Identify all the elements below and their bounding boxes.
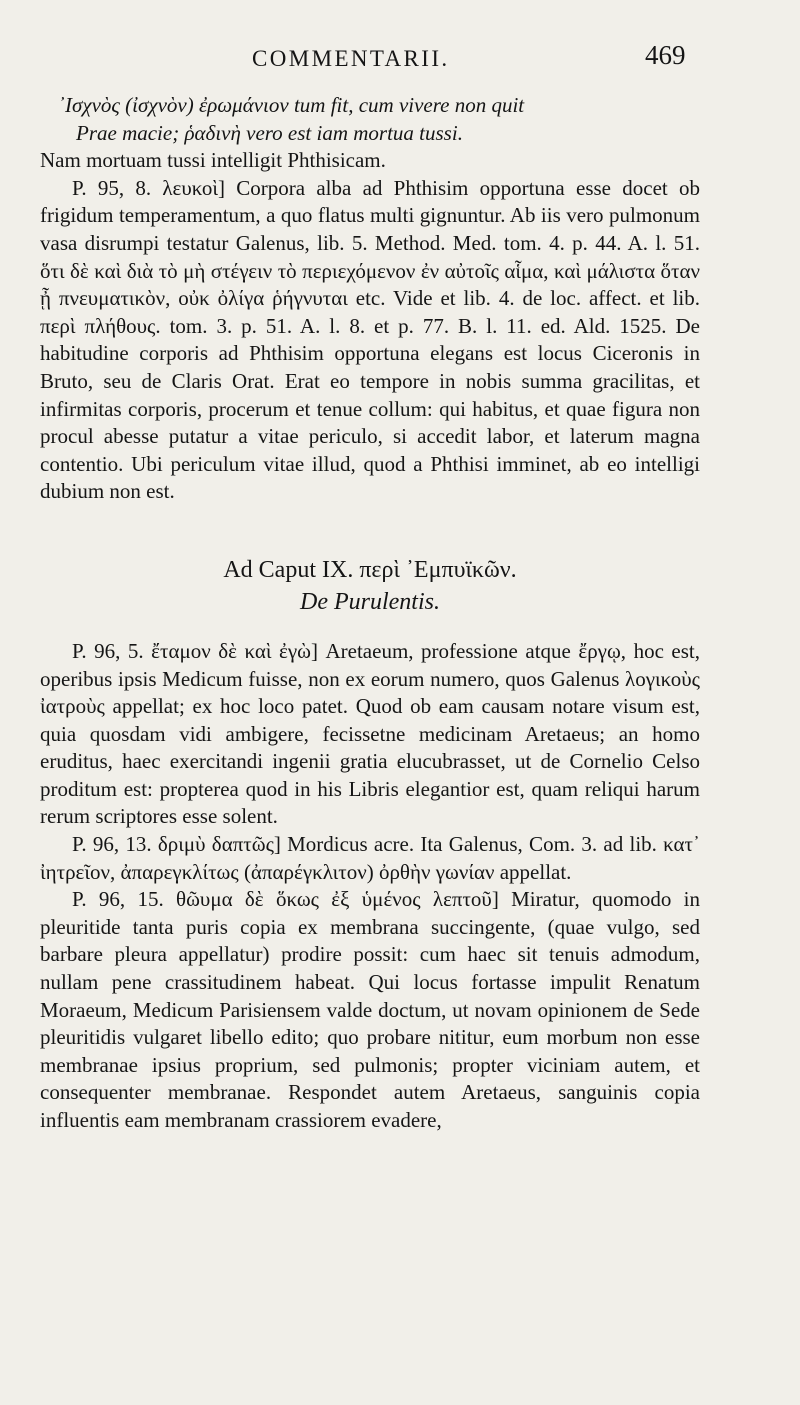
page-number: 469 xyxy=(645,40,686,70)
running-head: COMMENTARII. xyxy=(252,46,450,71)
verse-line-2: Prae macie; ῥαδινὴ vero est iam mortua tussi. xyxy=(76,120,463,145)
paragraph: P. 96, 13. δριμὺ δαπτῶς] Mordicus acre. Ita Galenus, Com. 3. ad lib. κατ᾿ ἰητρεῖον, ἀπαρεγκλίτως (ἀπαρέγκλιτον) ὀρθὴν γωνίαν appellat. xyxy=(40,832,700,884)
paragraph: P. 96, 15. θῶυμα δὲ ὅκως ἐξ ὑμένος λεπτοῦ] Miratur, quomodo in pleuritide tanta puris copia ex membrana succingente, (quae vulgo, sed barbare pleura appellatur) prodire possit: cum haec sit tenuis admodum, nullam pene crassitudinem habeat. Qui locus fortasse impulit Renatum Moraeum, Medicum Parisiensem valde doctum, ut novam opinionem de Sede pleuritidis vulgaret libello edito; quo probare nititur, eum morbum non esse membranae ipsius proprium, sed pulmonis; propter viciniam autem, et consequenter membranae. Respondet autem Aretaeus, sanguinis copia influentis eam membranam crassiorem evadere, xyxy=(40,887,700,1132)
paragraph: P. 96, 5. ἔταμον δὲ καὶ ἐγὼ] Aretaeum, professione atque ἔργῳ, hoc est, operibus ipsis Medicum fuisse, non ex eorum numero, quos Galenus λογικοὺς ἰατροὺς appellat; ex hoc loco patet. Quod ob eam causam notare visum est, quia quosdam vidi ambigere, fecissetne medicinam Aretaeus; an homo eruditus, haec exercitandi ingenii gratia elucubrasset, ut de Cornelio Celso proditum est: propterea quod in his Libris elegantior est, quam reliqui harum rerum scriptores esse solent. xyxy=(40,638,700,829)
page-header xyxy=(0,38,800,82)
verse-line-1: ᾿Ισχνὸς (ἰσχνὸν) ἐρωμάνιον tum fit, cum vivere non quit xyxy=(58,93,525,117)
section-subheading: De Purulentis. xyxy=(300,588,440,615)
paragraph: Nam mortuam tussi intelligit Phthisicam. xyxy=(40,148,386,173)
paragraph: P. 95, 8. λευκοὶ] Corpora alba ad Phthisim opportuna esse docet ob frigidum temperamentum, a quo flatus multi gignuntur. Ab iis vero pulmonum vasa disrumpi testatur Galenus, lib. 5. Method. Med. tom. 4. p. 44. A. l. 51. ὅτι δὲ καὶ διὰ τὸ μὴ στέγειν τὸ περιεχόμενον ἐν αὐτοῖς αἷμα, καὶ μάλιστα ὅταν ᾖ πνευματικὸν, οὐκ ὀλίγα ῥήγνυται etc. Vide et lib. 4. de loc. affect. et lib. περὶ πλήθους. tom. 3. p. 51. A. l. 8. et p. 77. B. l. 11. ed. Ald. 1525. De habitudine corporis ad Phthisim opportuna elegans est locus Ciceronis in Bruto, seu de Claris Orat. Erat eo tempore in nobis summa gracilitas, et infirmitas corporis, procerum et tenue collum: qui habitus, et quae figura non procul abesse putatur a vitae periculo, si accedit labor, et laterum magna contentio. Ubi periculum vitae illud, quod a Phthisi imminet, ab eo intelligi dubium non est. xyxy=(40,175,700,504)
page-body xyxy=(40,92,700,1135)
section-heading: Ad Caput IX. περὶ ᾿Εμπυϊκῶν. xyxy=(223,556,517,583)
